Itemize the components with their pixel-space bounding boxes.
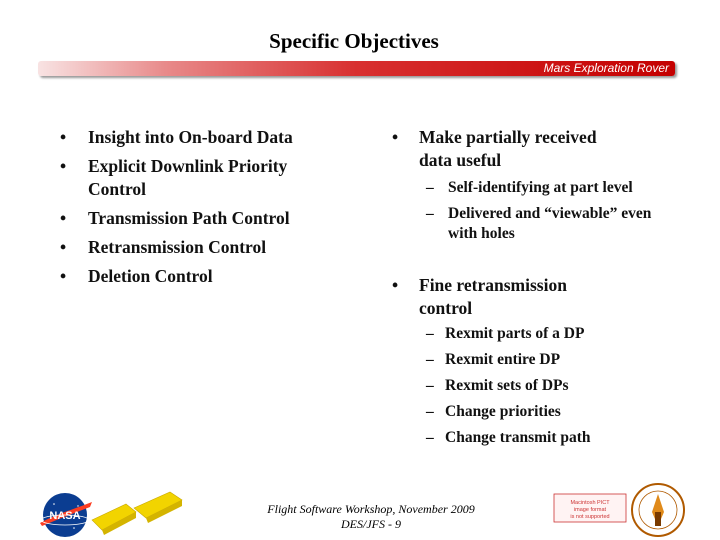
right-bullet-1	[392, 126, 652, 172]
list-item-text: Insight into On-board Data	[88, 127, 293, 147]
mission-banner	[38, 61, 675, 76]
bullet-icon: •	[60, 208, 67, 228]
list-item-text: Explicit Downlink Priority Control	[88, 156, 288, 199]
sublist-item	[426, 324, 666, 344]
sublist-item	[426, 428, 666, 448]
list-item-text: Transmission Path Control	[88, 208, 290, 228]
sublist-item	[426, 350, 666, 370]
svg-text:NASA: NASA	[49, 510, 81, 522]
dash-icon: –	[426, 179, 434, 196]
right-bullet-2-text: Fine retransmission control	[419, 275, 567, 318]
sublist-item-text: Rexmit parts of a DP	[445, 325, 585, 342]
sublist-item	[426, 402, 666, 422]
list-item	[60, 207, 360, 230]
sublist-item-text: Delivered and “viewable” even with holes	[448, 205, 652, 242]
left-bullet-list	[60, 126, 360, 294]
footer-line-2: DES/JFS - 9	[341, 517, 401, 531]
dash-icon: –	[426, 377, 434, 394]
dash-icon: –	[426, 351, 434, 368]
sublist-item-text: Change transmit path	[445, 429, 591, 446]
sublist-item	[426, 204, 666, 244]
list-item-text: Retransmission Control	[88, 237, 267, 257]
slide-title: Specific Objectives	[269, 29, 439, 53]
bullet-icon: •	[60, 156, 67, 176]
nasa-logo-icon	[36, 490, 94, 540]
sublist-item-text: Rexmit sets of DPs	[445, 377, 569, 394]
bullet-icon: •	[60, 237, 67, 257]
list-item	[60, 236, 360, 259]
dash-icon: –	[426, 403, 434, 420]
sublist-item	[426, 178, 666, 198]
sublist-item-text: Rexmit entire DP	[445, 351, 561, 368]
bullet-icon: •	[392, 275, 399, 295]
sublist-item	[426, 376, 666, 396]
dash-icon: –	[426, 325, 434, 342]
sublist-item-text: Self-identifying at part level	[448, 179, 633, 196]
list-item	[60, 126, 360, 149]
svg-text:is not supported: is not supported	[570, 514, 610, 520]
mission-banner-label: Mars Exploration Rover	[543, 61, 669, 75]
dash-icon: –	[426, 429, 434, 446]
footer-line-1: Flight Software Workshop, November 2009	[267, 502, 475, 516]
bullet-icon: •	[60, 127, 67, 147]
svg-text:image format: image format	[573, 507, 607, 513]
bullet-icon: •	[392, 127, 399, 147]
right-bullet-1-text: Make partially received data useful	[419, 127, 597, 170]
slide-footer	[236, 502, 506, 532]
bullet-icon: •	[60, 266, 67, 286]
right-sublist-2	[426, 324, 666, 454]
list-item-text: Deletion Control	[88, 266, 213, 286]
dash-icon: –	[426, 205, 434, 222]
svg-text:Macintosh PICT: Macintosh PICT	[570, 500, 610, 506]
right-sublist-1	[426, 178, 666, 250]
list-item	[60, 155, 360, 201]
university-seal-icon	[540, 482, 690, 538]
list-item	[60, 265, 360, 288]
sublist-item-text: Change priorities	[445, 403, 561, 420]
chevron-wedges-icon	[90, 488, 190, 540]
right-bullet-2	[392, 274, 652, 320]
